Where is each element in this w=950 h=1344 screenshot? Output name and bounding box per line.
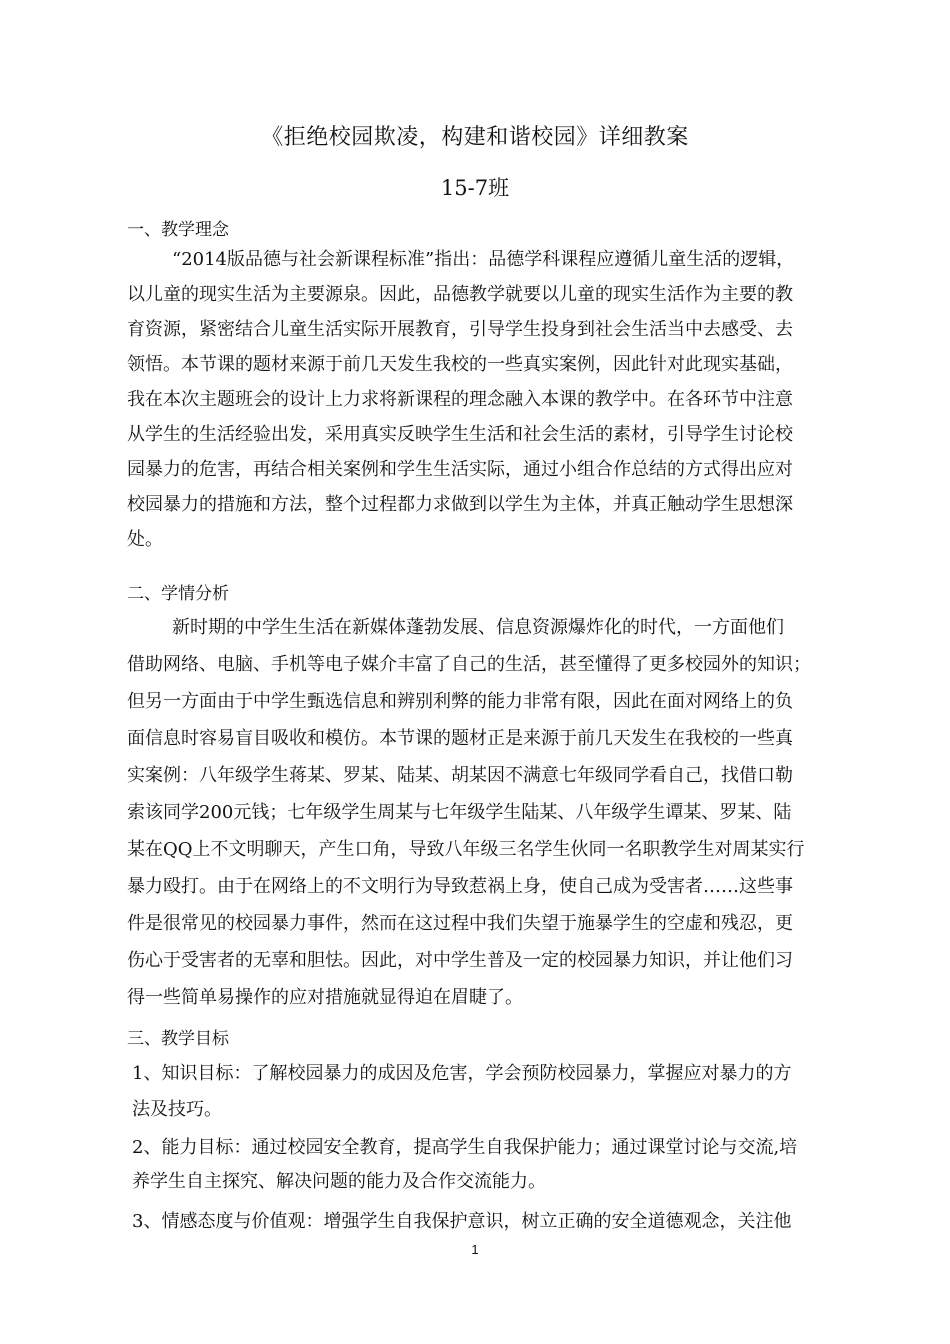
paragraph-line: 1、知识目标：了解校园暴力的成因及危害，学会预防校园暴力，掌握应对暴力的方 <box>132 1063 792 1084</box>
section-heading-philosophy: 一、教学理念 <box>127 220 229 240</box>
paragraph-line: 面信息时容易盲目吸收和模仿。本节课的题材正是来源于前几天发生在我校的一些真 <box>127 728 793 749</box>
section-heading-analysis: 二、学情分析 <box>127 584 229 604</box>
paragraph-line: 处。 <box>127 529 163 550</box>
paragraph-line: 3、情感态度与价值观：增强学生自我保护意识，树立正确的安全道德观念，关注他 <box>132 1211 792 1232</box>
paragraph-line: 2、能力目标：通过校园安全教育，提高学生自我保护能力；通过课堂讨论与交流,培 <box>132 1137 798 1158</box>
paragraph-line: 法及技巧。 <box>132 1099 222 1120</box>
paragraph-line: 伤心于受害者的无辜和胆怯。因此，对中学生普及一定的校园暴力知识，并让他们习 <box>127 950 793 971</box>
paragraph-line: 养学生自主探究、解决问题的能力及合作交流能力。 <box>132 1171 546 1192</box>
section-heading-objectives: 三、教学目标 <box>127 1029 229 1049</box>
paragraph-line: 但另一方面由于中学生甄选信息和辨别利弊的能力非常有限，因此在面对网络上的负 <box>127 691 793 712</box>
paragraph-line: 我在本次主题班会的设计上力求将新课程的理念融入本课的教学中。在各环节中注意 <box>127 389 793 410</box>
paragraph-line: 某在QQ上不文明聊天，产生口角，导致八年级三名学生伙同一名职教学生对周某实行 <box>127 839 805 860</box>
paragraph-line: 得一些简单易操作的应对措施就显得迫在眉睫了。 <box>127 987 523 1008</box>
paragraph-line: 实案例：八年级学生蒋某、罗某、陆某、胡某因不满意七年级同学看自己，找借口勒 <box>127 765 793 786</box>
paragraph-line: 新时期的中学生生活在新媒体蓬勃发展、信息资源爆炸化的时代，一方面他们 <box>172 617 784 638</box>
paragraph-line: 领悟。本节课的题材来源于前几天发生我校的一些真实案例，因此针对此现实基础， <box>127 354 793 375</box>
paragraph-line: 园暴力的危害，再结合相关案例和学生生活实际，通过小组合作总结的方式得出应对 <box>127 459 793 480</box>
paragraph-line: 暴力殴打。由于在网络上的不文明行为导致惹祸上身，使自己成为受害者……这些事 <box>127 876 793 897</box>
document-title: 《拒绝校园欺凌，构建和谐校园》详细教案 <box>261 125 689 150</box>
page-number: 1 <box>471 1242 479 1257</box>
paragraph-line: “2014版品德与社会新课程标准”指出：品德学科课程应遵循儿童生活的逻辑， <box>172 249 795 270</box>
paragraph-line: 从学生的生活经验出发，采用真实反映学生生活和社会生活的素材，引导学生讨论校 <box>127 424 793 445</box>
class-label: 15-7班 <box>440 176 510 200</box>
paragraph-line: 育资源，紧密结合儿童生活实际开展教育，引导学生投身到社会生活当中去感受、去 <box>127 319 793 340</box>
paragraph-line: 索该同学200元钱；七年级学生周某与七年级学生陆某、八年级学生谭某、罗某、陆 <box>127 802 792 823</box>
paragraph-line: 借助网络、电脑、手机等电子媒介丰富了自己的生活，甚至懂得了更多校园外的知识； <box>127 654 811 675</box>
paragraph-line: 件是很常见的校园暴力事件，然而在这过程中我们失望于施暴学生的空虚和残忍，更 <box>127 913 793 934</box>
paragraph-line: 校园暴力的措施和方法，整个过程都力求做到以学生为主体，并真正触动学生思想深 <box>127 494 793 515</box>
paragraph-line: 以儿童的现实生活为主要源泉。因此，品德教学就要以儿童的现实生活作为主要的教 <box>127 284 793 305</box>
